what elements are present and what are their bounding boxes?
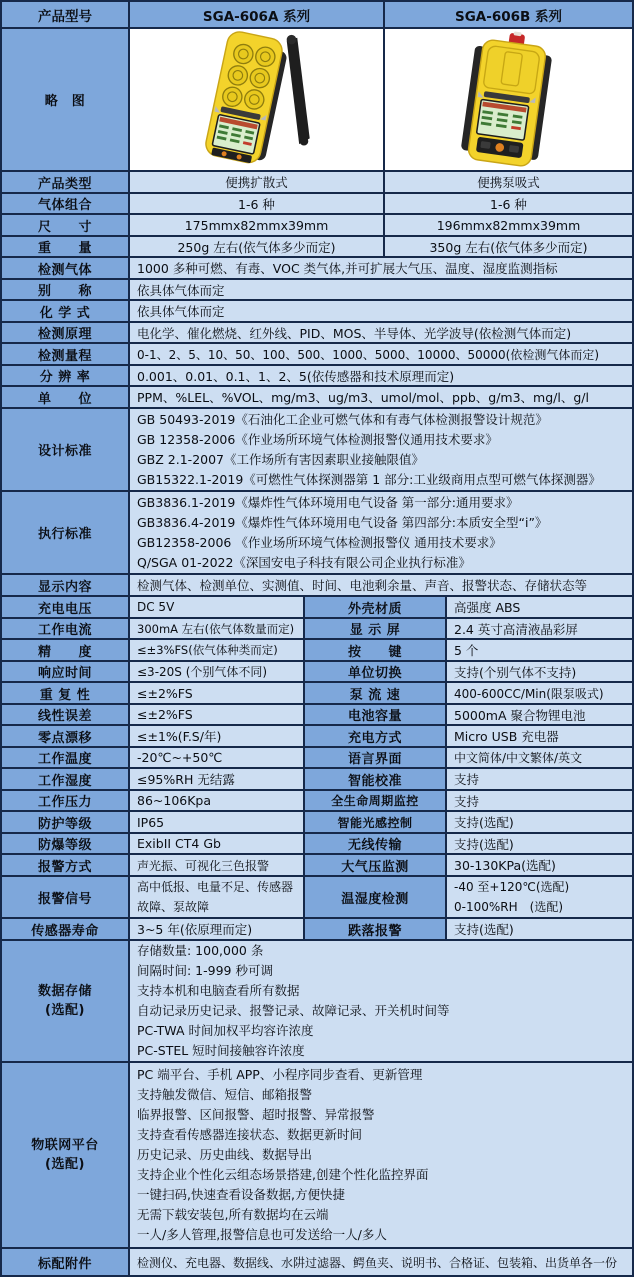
- device-b-image-cell: [385, 29, 632, 170]
- header-series-a: SGA-606A 系列: [130, 2, 385, 27]
- row-value: Micro USB 充电器: [447, 726, 632, 746]
- row-label: 产品类型: [2, 172, 130, 192]
- value-line: PC-TWA 时间加权平均容许浓度: [137, 1023, 314, 1038]
- row-label: 气体组合: [2, 194, 130, 213]
- row-value: 5 个: [447, 640, 632, 660]
- device-a-image-cell: [130, 29, 385, 170]
- row-label: 别 称: [2, 280, 130, 299]
- value-line: 支持触发微信、短信、邮箱报警: [137, 1087, 313, 1102]
- row-value: [130, 877, 305, 917]
- row-data-storage: [2, 941, 632, 1063]
- row-value: 支持(个别气体不支持): [447, 662, 632, 681]
- row-iot-platform: [2, 1063, 632, 1249]
- row-value: 高强度 ABS: [447, 597, 632, 617]
- row-product-type: [2, 172, 632, 194]
- row-value: [447, 877, 632, 917]
- row-alias: [2, 280, 632, 301]
- value-line: 支持本机和电脑查看所有数据: [137, 983, 300, 998]
- row-label: 显 示 屏: [305, 619, 447, 638]
- row-label: 泵 流 速: [305, 683, 447, 703]
- row-value: 0-1、2、5、10、50、100、500、1000、5000、10000、50000(依检测气体而定): [130, 344, 632, 364]
- row-value: 支持(选配): [447, 919, 632, 939]
- row-label: 设计标准: [2, 409, 130, 490]
- row-label: 防护等级: [2, 812, 130, 832]
- row-value: 依具体气体而定: [130, 301, 632, 321]
- value-a: 250g 左右(依气体多少而定): [130, 237, 385, 256]
- row-label: 传感器寿命: [2, 919, 130, 939]
- header-series-b: SGA-606B 系列: [385, 2, 632, 27]
- value-line: 存储数量: 100,000 条: [137, 943, 264, 958]
- row-standard-accessories: [2, 1249, 632, 1275]
- row-detection-range: [2, 344, 632, 366]
- row-value: 5000mA 聚合物锂电池: [447, 705, 632, 724]
- row-value: 支持(选配): [447, 834, 632, 853]
- row-label: 执行标准: [2, 492, 130, 573]
- row-label: 标配附件: [2, 1249, 130, 1275]
- row-label: 分 辨 率: [2, 366, 130, 385]
- value-line: 临界报警、区间报警、超时报警、异常报警: [137, 1107, 375, 1122]
- row-value: 支持: [447, 791, 632, 810]
- row-value: ≤±2%FS: [130, 683, 305, 703]
- row-value: 电化学、催化燃烧、红外线、PID、MOS、半导体、光学波导(依检测气体而定): [130, 323, 632, 342]
- row-label: 外壳材质: [305, 597, 447, 617]
- row-value: [130, 941, 632, 1061]
- value-line: 一键扫码,快速查看设备数据,方便快捷: [137, 1187, 345, 1202]
- row-value: [130, 492, 632, 573]
- value-b: 350g 左右(依气体多少而定): [385, 237, 632, 256]
- value-line: -40 至+120℃(选配): [454, 880, 570, 894]
- row-gas-combination: [2, 194, 632, 215]
- standard-line: Q/SGA 01-2022《深国安电子科技有限公司企业执行标准》: [137, 554, 471, 570]
- table-header-row: [2, 2, 632, 29]
- row-value: ≤±1%(F.S/年): [130, 726, 305, 746]
- row-detection-principle: [2, 323, 632, 344]
- row-label: 尺 寸: [2, 215, 130, 235]
- row-alarm-signal: [2, 877, 632, 919]
- row-working-humidity: [2, 769, 632, 791]
- row-value: 中文简体/中文繁体/英文: [447, 748, 632, 767]
- value-a: 便携扩散式: [130, 172, 385, 192]
- row-value: ≤±3%FS(依气体种类而定): [130, 640, 305, 660]
- standard-line: GB 12358-2006《作业场所环境气体检测报警仪通用技术要求》: [137, 431, 498, 447]
- row-value: 支持: [447, 769, 632, 789]
- sketch-row: [2, 29, 632, 172]
- row-label: 防爆等级: [2, 834, 130, 853]
- label-line: 数据存储: [37, 984, 92, 999]
- row-label: 智能光感控制: [305, 812, 447, 832]
- standard-line: GB3836.4-2019《爆炸性气体环境用电气设备 第四部分:本质安全型“i”》: [137, 514, 548, 530]
- value-line: 间隔时间: 1-999 秒可调: [137, 963, 273, 978]
- row-value: PPM、%LEL、%VOL、mg/m3、ug/m3、umol/mol、ppb、g/m3、mg/l、g/l: [130, 387, 632, 407]
- value-b: 便携泵吸式: [385, 172, 632, 192]
- row-label: 工作温度: [2, 748, 130, 767]
- value-a: 1-6 种: [130, 194, 385, 213]
- row-value: 检测气体、检测单位、实测值、时间、电池剩余量、声音、报警状态、存储状态等: [130, 575, 632, 595]
- label-line: (选配): [45, 1157, 85, 1172]
- row-value: 检测仪、充电器、数据线、水阱过滤器、鳄鱼夹、说明书、合格证、包装箱、出货单各一份: [130, 1249, 632, 1275]
- row-explosion-proof-rating: [2, 834, 632, 855]
- row-detected-gases: [2, 258, 632, 280]
- row-dimensions: [2, 215, 632, 237]
- row-value: ≤95%RH 无结露: [130, 769, 305, 789]
- row-value: IP65: [130, 812, 305, 832]
- row-label: 工作湿度: [2, 769, 130, 789]
- row-working-pressure: [2, 791, 632, 812]
- row-label: 充电方式: [305, 726, 447, 746]
- row-value: 30-130KPa(选配): [447, 855, 632, 875]
- row-label: 大气压监测: [305, 855, 447, 875]
- standard-line: GB12358-2006 《作业场所环境气体检测报警仪 通用技术要求》: [137, 534, 502, 550]
- value-line: 历史记录、历史曲线、数据导出: [137, 1147, 313, 1162]
- row-label: 报警信号: [2, 877, 130, 917]
- row-value: 2.4 英寸高清液晶彩屏: [447, 619, 632, 638]
- value-line: 无需下载安装包,所有数据均在云端: [137, 1207, 329, 1222]
- row-display-content: [2, 575, 632, 597]
- standard-line: GB 50493-2019《石油化工企业可燃气体和有毒气体检测报警设计规范》: [137, 411, 548, 427]
- label-line: (选配): [45, 1003, 85, 1018]
- row-response-time: [2, 662, 632, 683]
- row-value: 86~106Kpa: [130, 791, 305, 810]
- standard-line: GBZ 2.1-2007《工作场所有害因素职业接触限值》: [137, 451, 425, 467]
- row-linearity-error: [2, 705, 632, 726]
- row-alarm-mode: [2, 855, 632, 877]
- row-label: 工作压力: [2, 791, 130, 810]
- row-label: 全生命周期监控: [305, 791, 447, 810]
- value-line: 故障、泵故障: [137, 900, 210, 914]
- row-label: 响应时间: [2, 662, 130, 681]
- value-b: 1-6 种: [385, 194, 632, 213]
- row-label: 显示内容: [2, 575, 130, 595]
- gas-detector-a-illustration: [157, 31, 357, 169]
- row-chemical-formula: [2, 301, 632, 323]
- row-label: 零点漂移: [2, 726, 130, 746]
- row-value: DC 5V: [130, 597, 305, 617]
- row-value: 3~5 年(依原理而定): [130, 919, 305, 939]
- gas-detector-b-illustration: [414, 31, 604, 169]
- row-value: [130, 1063, 632, 1247]
- value-line: 一人/多人管理,报警信息也可发送给一人/多人: [137, 1227, 387, 1242]
- row-value: 1000 多种可燃、有毒、VOC 类气体,并可扩展大气压、温度、湿度监测指标: [130, 258, 632, 278]
- row-label: 线性误差: [2, 705, 130, 724]
- row-label: 温湿度检测: [305, 877, 447, 917]
- row-repeatability: [2, 683, 632, 705]
- value-line: 支持企业个性化云组态场景搭建,创建个性化监控界面: [137, 1167, 429, 1182]
- row-label: 单 位: [2, 387, 130, 407]
- row-value: 400-600CC/Min(限泵吸式): [447, 683, 632, 703]
- value-line: 0-100%RH (选配): [454, 900, 563, 914]
- header-product-model-label: 产品型号: [2, 2, 130, 27]
- row-label: 电池容量: [305, 705, 447, 724]
- row-label: 跌落报警: [305, 919, 447, 939]
- row-label: 化 学 式: [2, 301, 130, 321]
- row-sensor-life: [2, 919, 632, 941]
- row-label: 检测原理: [2, 323, 130, 342]
- label-line: 物联网平台: [31, 1138, 99, 1153]
- row-label: [2, 941, 130, 1061]
- row-executive-standards: [2, 492, 632, 575]
- standard-line: GB3836.1-2019《爆炸性气体环境用电气设备 第一部分:通用要求》: [137, 494, 519, 510]
- row-working-current: [2, 619, 632, 640]
- row-zero-drift: [2, 726, 632, 748]
- row-charge-voltage: [2, 597, 632, 619]
- row-label: [2, 1063, 130, 1247]
- row-value: -20℃~+50℃: [130, 748, 305, 767]
- row-label: 重 量: [2, 237, 130, 256]
- row-units: [2, 387, 632, 409]
- row-value: 0.001、0.01、0.1、1、2、5(依传感器和技术原理而定): [130, 366, 632, 385]
- row-value: ExibII CT4 Gb: [130, 834, 305, 853]
- row-label: 无线传输: [305, 834, 447, 853]
- standard-line: GB15322.1-2019《可燃性气体探测器第 1 部分:工业级商用点型可燃气体探测器》: [137, 471, 601, 487]
- row-label: 智能校准: [305, 769, 447, 789]
- row-value: ≤3-20S (个别气体不同): [130, 662, 305, 681]
- value-line: 自动记录历史记录、报警记录、故障记录、开关机时间等: [137, 1003, 450, 1018]
- sketch-label: 略 图: [2, 29, 130, 170]
- row-design-standards: [2, 409, 632, 492]
- row-label: 检测量程: [2, 344, 130, 364]
- value-line: PC-STEL 短时间接触容许浓度: [137, 1043, 305, 1058]
- value-line: 支持查看传感器连接状态、数据更新时间: [137, 1127, 363, 1142]
- row-resolution: [2, 366, 632, 387]
- row-value: 300mA 左右(依气体数量而定): [130, 619, 305, 638]
- row-accuracy: [2, 640, 632, 662]
- row-label: 工作电流: [2, 619, 130, 638]
- row-label: 报警方式: [2, 855, 130, 875]
- row-value: 依具体气体而定: [130, 280, 632, 299]
- value-line: 高中低报、电量不足、传感器: [137, 880, 294, 894]
- value-line: PC 端平台、手机 APP、小程序同步查看、更新管理: [137, 1067, 423, 1082]
- row-weight: [2, 237, 632, 258]
- row-label: 重 复 性: [2, 683, 130, 703]
- row-value: 声光振、可视化三色报警: [130, 855, 305, 875]
- row-protection-rating: [2, 812, 632, 834]
- row-label: 精 度: [2, 640, 130, 660]
- row-label: 单位切换: [305, 662, 447, 681]
- row-working-temperature: [2, 748, 632, 769]
- row-label: 充电电压: [2, 597, 130, 617]
- row-value: [130, 409, 632, 490]
- row-value: ≤±2%FS: [130, 705, 305, 724]
- row-label: 检测气体: [2, 258, 130, 278]
- row-value: 支持(选配): [447, 812, 632, 832]
- row-label: 语言界面: [305, 748, 447, 767]
- value-b: 196mmx82mmx39mm: [385, 215, 632, 235]
- value-a: 175mmx82mmx39mm: [130, 215, 385, 235]
- row-label: 按 键: [305, 640, 447, 660]
